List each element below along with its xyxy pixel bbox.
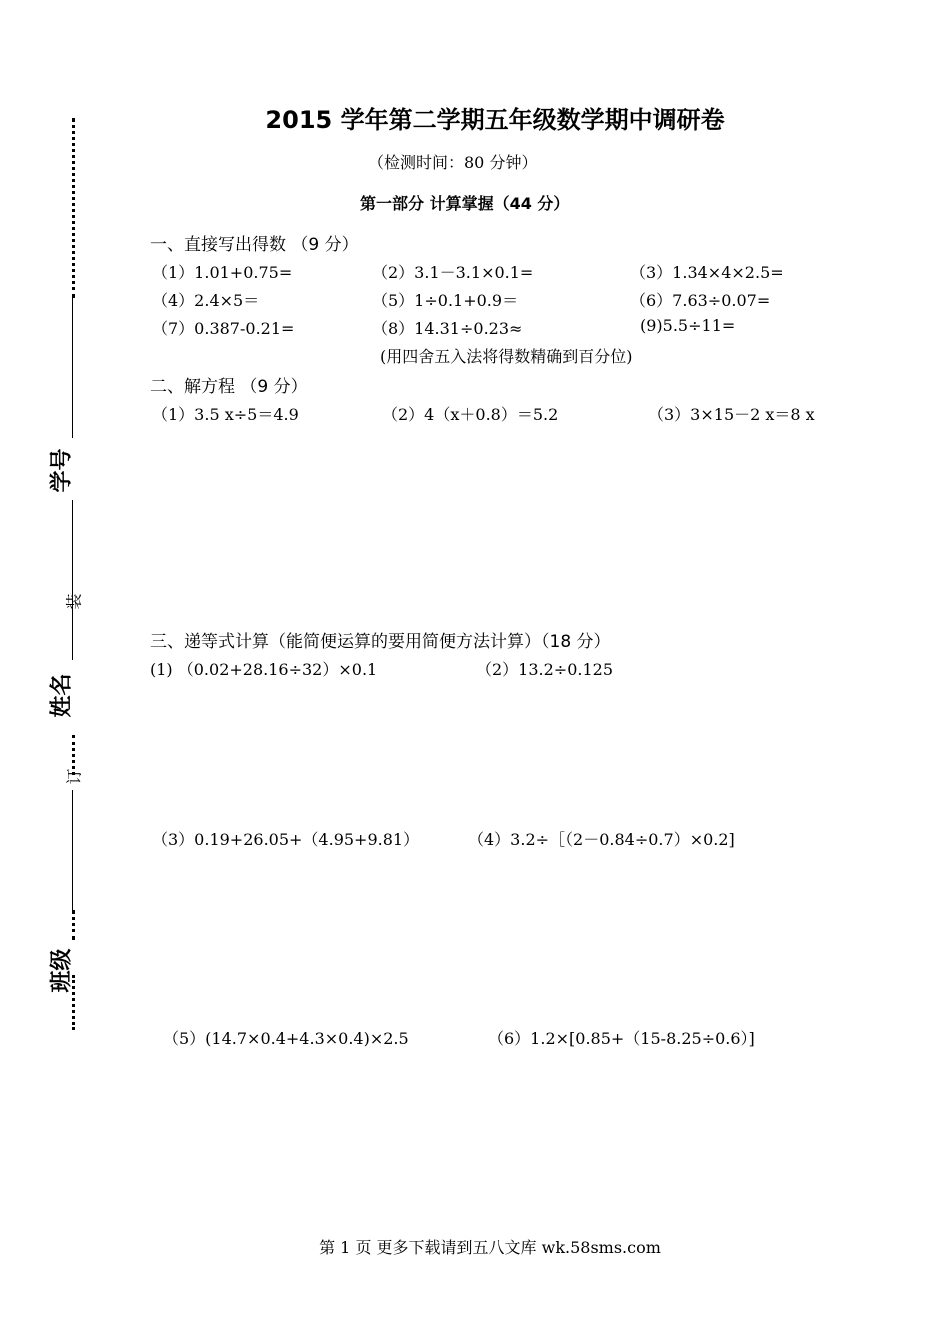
binding-line-xuehao xyxy=(72,298,73,438)
margin-label-xingming: 姓名 xyxy=(49,673,75,718)
s2-q2: （2）4（x＋0.8）＝5.2 xyxy=(382,405,559,424)
s1-q8: （8）14.31÷0.23≈ xyxy=(372,319,523,338)
s1-q1: （1）1.01+0.75= xyxy=(152,263,293,282)
binding-dotted-line-bottom xyxy=(72,975,75,1030)
s1-q5: （5）1÷0.1+0.9＝ xyxy=(372,291,519,310)
section1-heading: 一、直接写出得数 （9 分） xyxy=(150,235,359,255)
exam-duration: （检测时间：80 分钟） xyxy=(368,153,538,172)
s3-q6: （6）1.2×[0.85+（15-8.25÷0.6）] xyxy=(488,1029,755,1048)
s2-q3: （3）3×15－2 x＝8 x xyxy=(648,405,815,424)
s1-q2: （2）3.1－3.1×0.1= xyxy=(372,263,534,282)
s1-q7: （7）0.387-0.21= xyxy=(152,319,295,338)
section2-heading: 二、解方程 （9 分） xyxy=(150,377,308,397)
binding-dotted-line-top xyxy=(72,118,75,298)
s3-q3: （3）0.19+26.05+（4.95+9.81） xyxy=(152,830,420,849)
margin-label-banji: 班级 xyxy=(49,948,75,993)
s3-q1: (1) （0.02+28.16÷32）×0.1 xyxy=(150,660,378,679)
s2-q1: （1）3.5 x÷5＝4.9 xyxy=(152,405,299,424)
s1-note: (用四舍五入法将得数精确到百分位) xyxy=(380,347,633,366)
margin-label-ding: 订 xyxy=(64,768,84,785)
s3-q4: （4）3.2÷［（2－0.84÷0.7）×0.2] xyxy=(468,830,735,849)
s1-q9: (9)5.5÷11= xyxy=(640,316,736,335)
s1-q4: （4）2.4×5＝ xyxy=(152,291,260,310)
page-footer: 第 1 页 更多下载请到五八文库 wk.58sms.com xyxy=(319,1238,661,1257)
margin-label-xuehao: 学号 xyxy=(49,448,75,493)
margin-label-zhuang: 装 xyxy=(64,593,84,610)
s1-q3: （3）1.34×4×2.5= xyxy=(630,263,784,282)
binding-line-zhuang xyxy=(72,500,73,660)
binding-line-ding xyxy=(72,790,73,910)
page-title: 2015 学年第二学期五年级数学期中调研卷 xyxy=(265,106,725,134)
part-heading: 第一部分 计算掌握（44 分） xyxy=(360,194,570,213)
s3-q5: （5）(14.7×0.4+4.3×0.4)×2.5 xyxy=(163,1029,409,1048)
s3-q2: （2）13.2÷0.125 xyxy=(476,660,614,679)
s1-q6: （6）7.63÷0.07= xyxy=(630,291,771,310)
binding-dotted-line-low xyxy=(72,910,75,940)
section3-heading: 三、递等式计算（能简便运算的要用简便方法计算）（18 分） xyxy=(150,632,611,652)
